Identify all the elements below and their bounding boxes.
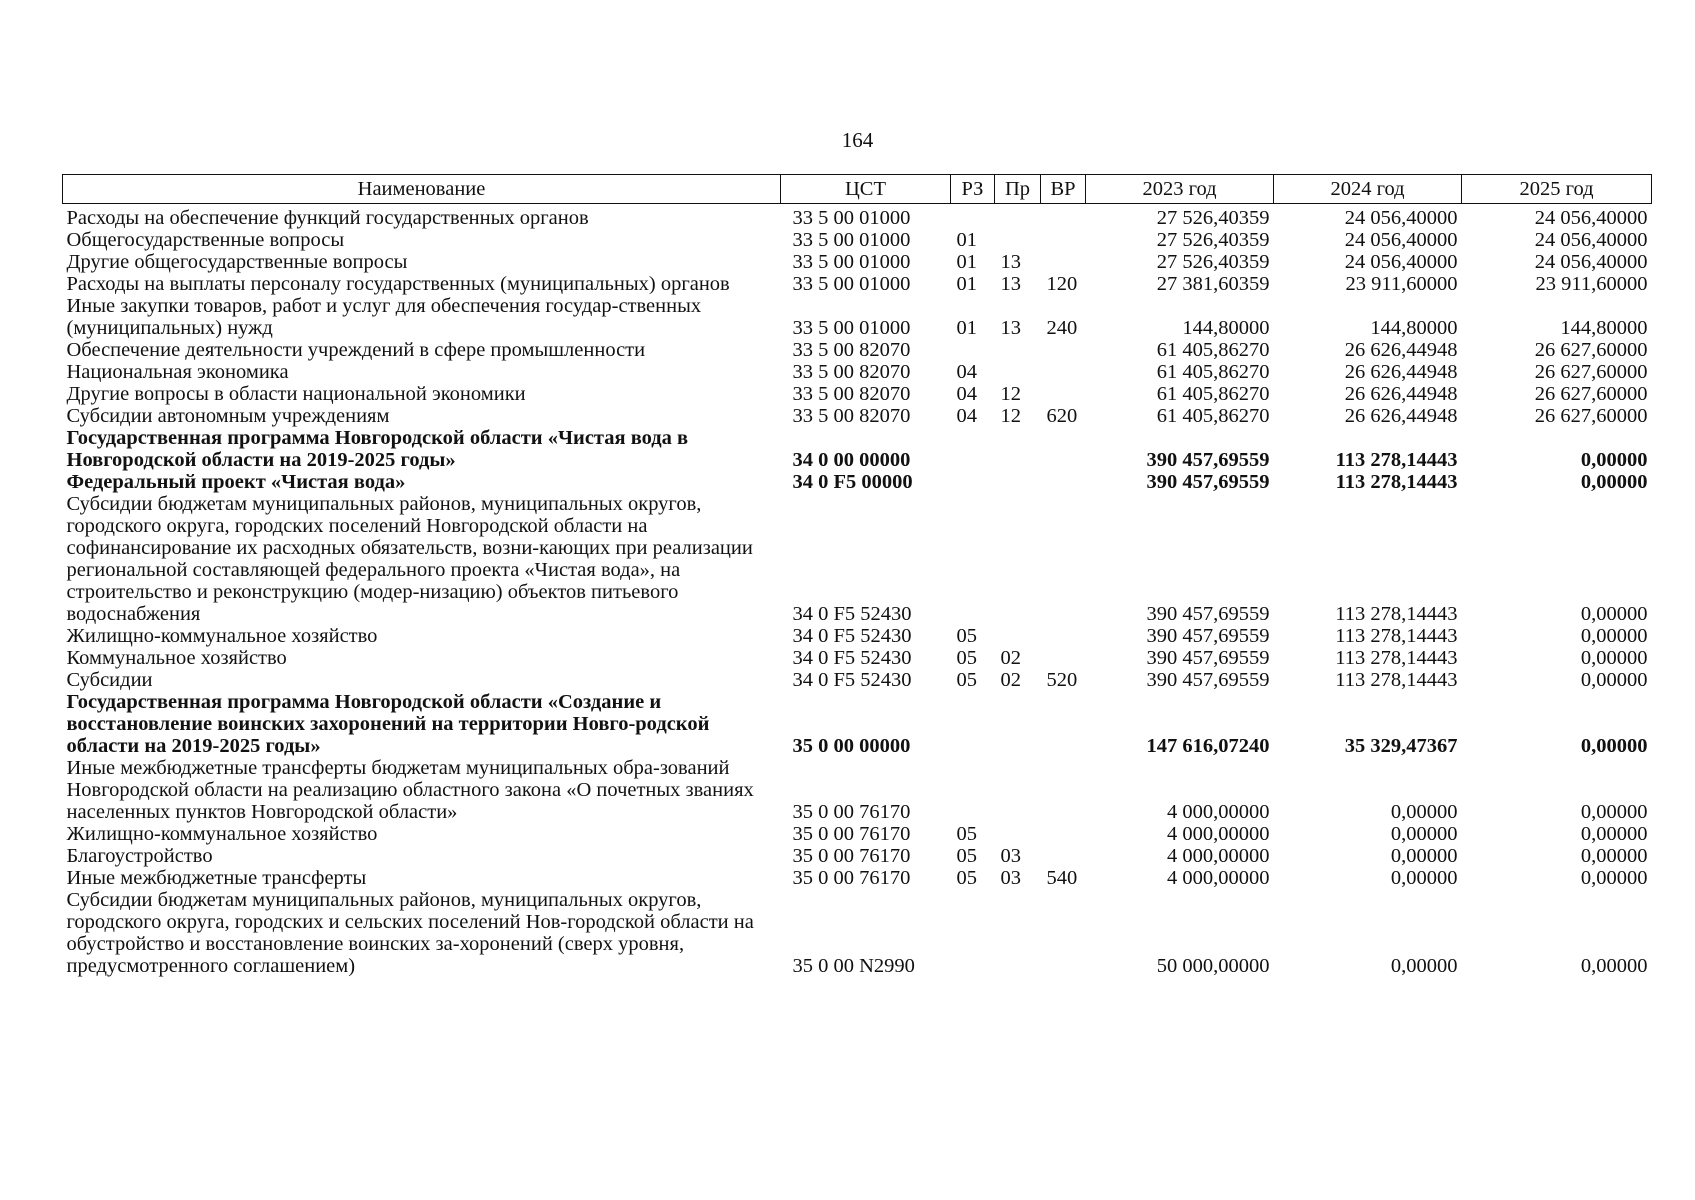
cell-vr [1041, 229, 1086, 251]
cell-name: Обеспечение деятельности учреждений в сфере промышленности [66, 339, 646, 361]
cell-cst: 33 5 00 01000 [792, 273, 911, 295]
cell-vr: 240 [1046, 317, 1078, 339]
cell-2023: 390 457,69559 [1146, 669, 1270, 691]
cell-rz: 01 [956, 273, 977, 295]
cell-2024: 26 626,44948 [1344, 361, 1458, 383]
cell-name: Иные межбюджетные трансферты [66, 867, 367, 889]
cell-vr: 620 [1046, 405, 1078, 427]
table-row [63, 757, 1652, 823]
cell-pr: 12 [1000, 405, 1021, 427]
cell-cst: 33 5 00 01000 [792, 251, 911, 273]
cell-2024: 113 278,14443 [1335, 603, 1458, 625]
cell-2024: 24 056,40000 [1344, 229, 1458, 251]
cell-2024: 113 278,14443 [1335, 669, 1458, 691]
cell-rz [951, 889, 995, 977]
cell-2024: 113 278,14443 [1335, 647, 1458, 669]
cell-rz [951, 691, 995, 757]
cell-name: Жилищно-коммунальное хозяйство [66, 625, 378, 647]
cell-2023: 390 457,69559 [1146, 449, 1270, 471]
cell-2025: 0,00000 [1580, 867, 1648, 889]
table-row [63, 204, 1652, 230]
cell-2023: 147 616,07240 [1146, 735, 1270, 757]
cell-vr: 540 [1046, 867, 1078, 889]
cell-vr [1041, 471, 1086, 493]
cell-rz: 04 [956, 361, 977, 383]
cell-pr: 02 [1000, 647, 1021, 669]
cell-cst: 35 0 00 00000 [792, 735, 911, 757]
cell-rz: 05 [956, 845, 977, 867]
cell-2024: 26 626,44948 [1344, 383, 1458, 405]
cell-cst: 34 0 F5 52430 [792, 669, 912, 691]
cell-2023: 4 000,00000 [1167, 801, 1270, 823]
cell-pr [995, 427, 1041, 471]
table-row [63, 339, 1652, 361]
cell-vr [1041, 845, 1086, 867]
cell-name: Коммунальное хозяйство [66, 647, 287, 669]
cell-cst: 33 5 00 01000 [792, 229, 911, 251]
table-row [63, 361, 1652, 383]
cell-pr [995, 339, 1041, 361]
cell-pr [995, 361, 1041, 383]
cell-2023: 390 457,69559 [1146, 471, 1270, 493]
cell-vr: 520 [1046, 669, 1078, 691]
table-row [63, 405, 1652, 427]
table-row [63, 229, 1652, 251]
cell-2023: 61 405,86270 [1156, 383, 1270, 405]
cell-2023: 27 526,40359 [1156, 207, 1270, 229]
table-row [63, 691, 1652, 757]
table-row [63, 625, 1652, 647]
cell-pr [995, 691, 1041, 757]
cell-rz: 01 [956, 229, 977, 251]
column-header-rz: РЗ [951, 175, 995, 204]
cell-pr: 13 [1000, 273, 1021, 295]
cell-cst: 35 0 00 76170 [792, 867, 911, 889]
cell-vr [1041, 889, 1086, 977]
cell-pr: 12 [1000, 383, 1021, 405]
cell-name: Другие общегосударственные вопросы [66, 251, 408, 273]
cell-2023: 144,80000 [1182, 317, 1270, 339]
cell-rz: 05 [956, 625, 977, 647]
cell-pr [995, 204, 1041, 230]
cell-name: Жилищно-коммунальное хозяйство [66, 823, 378, 845]
cell-2023: 27 526,40359 [1156, 229, 1270, 251]
table-row [63, 867, 1652, 889]
cell-2024: 0,00000 [1390, 845, 1458, 867]
cell-vr [1041, 647, 1086, 669]
cell-cst: 35 0 00 N2990 [792, 955, 915, 977]
table-row [63, 889, 1652, 977]
column-header-cst: ЦСТ [781, 175, 951, 204]
cell-rz [951, 757, 995, 823]
cell-vr [1041, 493, 1086, 625]
cell-2024: 0,00000 [1390, 823, 1458, 845]
cell-pr: 03 [1000, 867, 1021, 889]
cell-2025: 0,00000 [1580, 955, 1648, 977]
cell-vr [1041, 204, 1086, 230]
column-header-2023: 2023 год [1086, 175, 1274, 204]
cell-name: Общегосударственные вопросы [66, 229, 345, 251]
table-row [63, 669, 1652, 691]
cell-rz: 01 [956, 317, 977, 339]
table-row [63, 471, 1652, 493]
table-body [63, 204, 1652, 978]
cell-vr [1041, 427, 1086, 471]
cell-cst: 33 5 00 82070 [792, 383, 911, 405]
cell-cst: 35 0 00 76170 [792, 845, 911, 867]
cell-2025: 0,00000 [1580, 845, 1648, 867]
cell-pr: 02 [1000, 669, 1021, 691]
column-header-vr: ВР [1041, 175, 1086, 204]
cell-cst: 33 5 00 82070 [792, 405, 911, 427]
cell-2025: 144,80000 [1560, 317, 1648, 339]
cell-2023: 61 405,86270 [1156, 339, 1270, 361]
cell-name: Субсидии бюджетам муниципальных районов, муниципальных округов, городского округа, городских и сельских поселений Нов-городской области на обустройство и восстановление воинских за-хоронений (сверх уровня, предусмотренного соглашением) [66, 889, 754, 977]
cell-name: Субсидии [66, 669, 153, 691]
cell-vr [1041, 361, 1086, 383]
cell-2025: 0,00000 [1580, 801, 1648, 823]
cell-vr [1041, 691, 1086, 757]
cell-2025: 0,00000 [1580, 735, 1648, 757]
cell-pr: 13 [1000, 317, 1021, 339]
cell-rz: 04 [956, 383, 977, 405]
cell-2025: 23 911,60000 [1535, 273, 1648, 295]
cell-2024: 26 626,44948 [1344, 339, 1458, 361]
cell-vr [1041, 625, 1086, 647]
cell-pr [995, 229, 1041, 251]
cell-pr [995, 889, 1041, 977]
column-header-name: Наименование [63, 175, 781, 204]
cell-cst: 34 0 F5 52430 [792, 625, 912, 647]
cell-rz [951, 339, 995, 361]
cell-name: Другие вопросы в области национальной экономики [66, 383, 526, 405]
cell-2025: 26 627,60000 [1534, 383, 1648, 405]
cell-2024: 113 278,14443 [1335, 625, 1458, 647]
cell-2025: 26 627,60000 [1534, 405, 1648, 427]
cell-name: Национальная экономика [66, 361, 289, 383]
cell-cst: 34 0 F5 00000 [792, 471, 913, 493]
budget-table [62, 174, 1652, 977]
cell-vr [1041, 823, 1086, 845]
cell-cst: 35 0 00 76170 [792, 823, 911, 845]
cell-pr [995, 493, 1041, 625]
cell-name: Государственная программа Новгородской области «Чистая вода в Новгородской области на 2019-2025 годы» [66, 427, 689, 471]
cell-name: Государственная программа Новгородской области «Создание и восстановление воинских захоронений на территории Новго-родской области на 2019-2025 годы» [66, 691, 710, 757]
cell-2024: 113 278,14443 [1335, 449, 1458, 471]
cell-2025: 24 056,40000 [1534, 207, 1648, 229]
column-header-2025: 2025 год [1462, 175, 1652, 204]
table-row [63, 845, 1652, 867]
cell-name: Благоустройство [66, 845, 213, 867]
table-row [63, 647, 1652, 669]
table-row [63, 295, 1652, 339]
cell-2025: 26 627,60000 [1534, 361, 1648, 383]
cell-2024: 35 329,47367 [1344, 735, 1458, 757]
cell-pr [995, 823, 1041, 845]
cell-2024: 144,80000 [1370, 317, 1458, 339]
cell-name: Субсидии автономным учреждениям [66, 405, 390, 427]
cell-2023: 4 000,00000 [1167, 823, 1270, 845]
cell-2025: 0,00000 [1580, 625, 1648, 647]
cell-2024: 113 278,14443 [1335, 471, 1458, 493]
cell-cst: 34 0 F5 52430 [792, 647, 912, 669]
cell-name: Иные межбюджетные трансферты бюджетам муниципальных обра-зований Новгородской области на реализацию областного закона «О почетных званиях населенных пунктов Новгородской области» [66, 757, 754, 823]
cell-vr: 120 [1046, 273, 1078, 295]
cell-2023: 390 457,69559 [1146, 603, 1270, 625]
cell-pr: 13 [1000, 251, 1021, 273]
cell-name: Федеральный проект «Чистая вода» [66, 471, 406, 493]
cell-cst: 34 0 F5 52430 [792, 603, 912, 625]
table-header [63, 175, 1652, 204]
cell-cst: 33 5 00 82070 [792, 361, 911, 383]
cell-name: Субсидии бюджетам муниципальных районов, муниципальных округов, городского округа, городских поселений Новгородской области на софинансирование их расходных обязательств, возни-кающих при реализации региональной составляющей федерального проекта «Чистая вода», на строительство и реконструкцию (модер-низацию) объектов питьевого водоснабжения [66, 493, 753, 625]
cell-2023: 27 381,60359 [1156, 273, 1270, 295]
table-row [63, 383, 1652, 405]
cell-rz [951, 471, 995, 493]
cell-2023: 4 000,00000 [1167, 845, 1270, 867]
cell-cst: 34 0 00 00000 [792, 449, 911, 471]
cell-2023: 27 526,40359 [1156, 251, 1270, 273]
cell-rz [951, 204, 995, 230]
cell-rz [951, 493, 995, 625]
cell-name: Расходы на выплаты персоналу государственных (муниципальных) органов [66, 273, 730, 295]
cell-2025: 0,00000 [1580, 647, 1648, 669]
cell-2023: 390 457,69559 [1146, 647, 1270, 669]
cell-pr [995, 757, 1041, 823]
cell-2024: 26 626,44948 [1344, 405, 1458, 427]
cell-2024: 0,00000 [1390, 955, 1458, 977]
cell-2023: 4 000,00000 [1167, 867, 1270, 889]
cell-2023: 50 000,00000 [1156, 955, 1270, 977]
cell-2024: 24 056,40000 [1344, 207, 1458, 229]
cell-vr [1041, 383, 1086, 405]
cell-2024: 23 911,60000 [1345, 273, 1458, 295]
cell-2025: 24 056,40000 [1534, 229, 1648, 251]
cell-2025: 24 056,40000 [1534, 251, 1648, 273]
cell-2024: 0,00000 [1390, 867, 1458, 889]
cell-name: Расходы на обеспечение функций государственных органов [66, 207, 589, 229]
table-row [63, 273, 1652, 295]
cell-vr [1041, 757, 1086, 823]
column-header-2024: 2024 год [1274, 175, 1462, 204]
cell-2023: 390 457,69559 [1146, 625, 1270, 647]
column-header-pr: Пр [995, 175, 1041, 204]
cell-rz: 05 [956, 669, 977, 691]
cell-pr [995, 625, 1041, 647]
cell-2025: 0,00000 [1580, 603, 1648, 625]
cell-name: Иные закупки товаров, работ и услуг для обеспечения государ-ственных (муниципальных) нужд [66, 295, 702, 339]
cell-pr: 03 [1000, 845, 1021, 867]
table-row [63, 251, 1652, 273]
cell-2025: 0,00000 [1580, 669, 1648, 691]
cell-2025: 0,00000 [1580, 449, 1648, 471]
cell-vr [1041, 251, 1086, 273]
page-number: 164 [841, 128, 874, 152]
cell-2025: 0,00000 [1580, 471, 1648, 493]
cell-2023: 61 405,86270 [1156, 361, 1270, 383]
cell-pr [995, 471, 1041, 493]
cell-cst: 35 0 00 76170 [792, 801, 911, 823]
cell-cst: 33 5 00 82070 [792, 339, 911, 361]
cell-2025: 0,00000 [1580, 823, 1648, 845]
cell-2023: 61 405,86270 [1156, 405, 1270, 427]
table-row [63, 427, 1652, 471]
cell-rz: 05 [956, 867, 977, 889]
cell-rz: 04 [956, 405, 977, 427]
table-row [63, 493, 1652, 625]
cell-cst: 33 5 00 01000 [792, 317, 911, 339]
table-row [63, 823, 1652, 845]
cell-vr [1041, 339, 1086, 361]
cell-rz [951, 427, 995, 471]
cell-cst: 33 5 00 01000 [792, 207, 911, 229]
cell-2025: 26 627,60000 [1534, 339, 1648, 361]
cell-rz: 05 [956, 823, 977, 845]
cell-2024: 0,00000 [1390, 801, 1458, 823]
cell-rz: 05 [956, 647, 977, 669]
cell-rz: 01 [956, 251, 977, 273]
cell-2024: 24 056,40000 [1344, 251, 1458, 273]
